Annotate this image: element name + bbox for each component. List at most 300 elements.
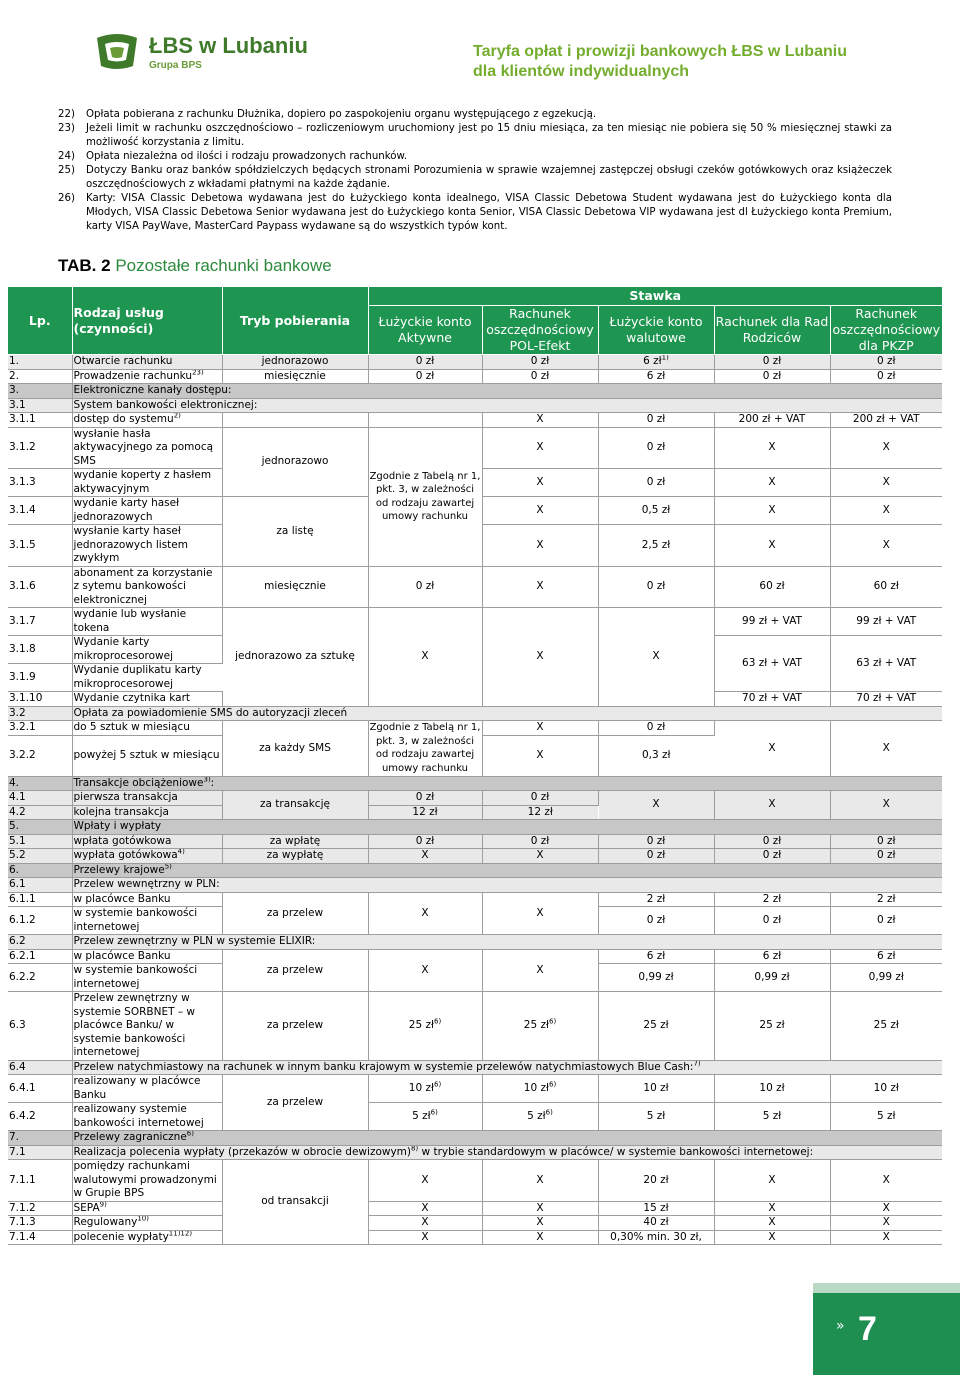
- header-service-type: Rodzaj usług (czynności): [72, 287, 222, 355]
- row-rate-value: 25 zł: [523, 1019, 549, 1031]
- row-lp: 6.1.2: [8, 907, 72, 935]
- row-rate: X: [368, 1160, 482, 1202]
- row-rate-reference: Zgodnie z Tabelą nr 1, pkt. 3, w zależności od rodzaju zawartej umowy rachunku: [368, 427, 482, 566]
- row-service-text: Regulowany: [73, 1216, 138, 1228]
- row-lp: 4.1: [8, 791, 72, 806]
- row-rate: 0,99 zł: [714, 964, 830, 992]
- row-rate: 0 zł: [830, 834, 942, 849]
- row-rate: X: [482, 721, 598, 736]
- row-charge-mode: za przelew: [222, 1075, 368, 1131]
- row-rate: X: [598, 791, 714, 820]
- footnote-ref: 11)12): [168, 1230, 193, 1237]
- row-rate: 0 zł: [368, 834, 482, 849]
- row-lp: 7.1.1: [8, 1160, 72, 1202]
- row-rate: 25 zł: [714, 992, 830, 1061]
- footnote-text: Karty: VISA Classic Debetowa wydawana jest do Łużyckiego konta idealnego, VISA Classic Debetowa Student wydawana jest do Łużyckiego konta dla Młodych, VISA Classic Debetowa Senior wydawana jest do Łużyckiego konta Senior, VISA Classic Debetowa VIP wydawana jest dl Łużyckiego konta Premium, karty VISA PayWave, MasterCard Paypass wydawane są do wszystkich typów kont.: [86, 193, 892, 232]
- row-lp: 4.: [8, 776, 72, 791]
- row-service-tail: :: [210, 776, 215, 789]
- row-lp: 5.1: [8, 834, 72, 849]
- row-rate: 0,99 zł: [598, 964, 714, 992]
- row-lp: 7.1.4: [8, 1230, 72, 1245]
- fee-table: [8, 287, 942, 1245]
- row-rate: [482, 1075, 598, 1103]
- row-lp: 7.: [8, 1131, 72, 1146]
- row-rate: X: [714, 469, 830, 497]
- row-lp: 3.1.9: [8, 664, 72, 692]
- header-lp: Lp.: [8, 287, 72, 355]
- row-rate: 6 zł: [830, 949, 942, 964]
- row-service: [72, 1230, 222, 1245]
- row-rate: 5 zł: [830, 1103, 942, 1131]
- row-rate: 2,5 zł: [598, 525, 714, 567]
- row-rate: X: [482, 427, 598, 469]
- row-service: pierwsza transakcja: [72, 791, 222, 806]
- row-rate: X: [714, 1230, 830, 1245]
- row-rate: X: [714, 525, 830, 567]
- row-rate: 0 zł: [598, 566, 714, 608]
- table-row: [8, 1216, 942, 1231]
- page-number: 7: [858, 1310, 877, 1348]
- row-rate: 0 zł: [598, 849, 714, 864]
- row-service: Wpłaty i wypłaty: [72, 820, 942, 835]
- row-rate: X: [482, 735, 598, 776]
- row-service: Wydanie duplikatu karty mikroprocesorowej: [72, 664, 222, 692]
- row-rate: 0 zł: [598, 413, 714, 428]
- table-row: [8, 369, 942, 384]
- header-account-aktywne: Łużyckie konto Aktywne: [368, 306, 482, 355]
- row-service: abonament za korzystanie z sytemu bankowości elektronicznej: [72, 566, 222, 608]
- footnote-text: Opłata niezależna od ilości i rodzaju prowadzonych rachunków.: [86, 151, 408, 162]
- row-charge-mode: za przelew: [222, 992, 368, 1061]
- row-service-text: Realizacja polecenia wypłaty (przekazów w obrocie dewizowym): [73, 1145, 412, 1158]
- row-rate: 10 zł: [714, 1075, 830, 1103]
- row-rate: 0 zł: [368, 791, 482, 806]
- row-rate: 0 zł: [830, 849, 942, 864]
- row-service: [72, 413, 222, 428]
- row-service: w systemie bankowości internetowej: [72, 964, 222, 992]
- footnote-ref: 7): [693, 1060, 701, 1067]
- row-service: wpłata gotówkowa: [72, 834, 222, 849]
- row-rate-value: 25 zł: [408, 1019, 434, 1031]
- row-lp: 3.1.4: [8, 497, 72, 525]
- row-rate: 0 zł: [368, 369, 482, 384]
- row-rate: 0 zł: [368, 355, 482, 370]
- footnote-ref: 9): [99, 1201, 107, 1208]
- row-rate: X: [830, 469, 942, 497]
- row-rate: 0 zł: [714, 369, 830, 384]
- row-lp: 5.: [8, 820, 72, 835]
- row-service: w placówce Banku: [72, 892, 222, 907]
- row-rate: X: [368, 892, 482, 935]
- header-account-pkzp: Rachunek oszczędnościowy dla PKZP: [830, 306, 942, 355]
- row-service-text: Prowadzenie rachunku: [73, 369, 193, 382]
- row-rate: 2 zł: [598, 892, 714, 907]
- row-rate: 0 zł: [598, 427, 714, 469]
- row-service: System bankowości elektronicznej:: [72, 398, 942, 413]
- row-lp: 7.1: [8, 1145, 72, 1160]
- row-service: realizowany w placówce Banku: [72, 1075, 222, 1103]
- row-rate: [368, 1075, 482, 1103]
- chevron-right-icon: »: [836, 1318, 845, 1334]
- row-rate: X: [830, 525, 942, 567]
- document-title: [473, 42, 847, 82]
- row-rate: 10 zł: [598, 1075, 714, 1103]
- row-charge-mode: miesięcznie: [222, 369, 368, 384]
- row-service: [72, 1201, 222, 1216]
- row-lp: 3.1: [8, 398, 72, 413]
- header-charge-mode: Tryb pobierania: [222, 287, 368, 355]
- row-rate: X: [714, 721, 830, 777]
- row-charge-mode: jednorazowo: [222, 427, 368, 497]
- row-service: w placówce Banku: [72, 949, 222, 964]
- row-lp: 6.2: [8, 935, 72, 950]
- row-rate: X: [368, 849, 482, 864]
- row-charge-mode: za wpłatę: [222, 834, 368, 849]
- row-rate: X: [714, 1216, 830, 1231]
- row-service-tail: w trybie standardowym w placówce/ w systemie bankowości internetowej:: [418, 1145, 814, 1158]
- row-rate: 99 zł + VAT: [714, 608, 830, 636]
- row-rate: 6 zł: [714, 949, 830, 964]
- row-rate: X: [368, 608, 482, 707]
- footnote-ref: 4): [177, 848, 185, 856]
- row-rate: X: [714, 1160, 830, 1202]
- row-rate: 0 zł: [482, 355, 598, 370]
- row-lp: 6.4: [8, 1060, 72, 1075]
- section-row: [8, 863, 942, 878]
- page-number-box: [813, 1293, 960, 1375]
- row-rate: 0 zł: [598, 469, 714, 497]
- row-rate: X: [482, 892, 598, 935]
- row-service-text: Przelew natychmiastowy na rachunek w innym banku krajowym w systemie przelewów natychmiastowych Blue Cash:: [73, 1060, 694, 1073]
- row-rate: 25 zł: [830, 992, 942, 1061]
- row-rate: 70 zł + VAT: [830, 692, 942, 707]
- footnote-ref: 8): [411, 1145, 419, 1152]
- row-rate: [482, 992, 598, 1061]
- row-service: kolejna transakcja: [72, 805, 222, 820]
- row-rate-reference: Zgodnie z Tabelą nr 1, pkt. 3, w zależności od rodzaju zawartej umowy rachunku: [368, 721, 482, 777]
- row-rate: [368, 1103, 482, 1131]
- footnote-ref: 2): [173, 412, 181, 420]
- footnote: [58, 192, 892, 234]
- row-service: pomiędzy rachunkami walutowymi prowadzonymi w Grupie BPS: [72, 1160, 222, 1202]
- row-rate: 200 zł + VAT: [714, 413, 830, 428]
- row-rate: X: [482, 608, 598, 707]
- row-lp: 3.1.1: [8, 413, 72, 428]
- row-rate: 25 zł: [598, 992, 714, 1061]
- row-charge-mode: od transakcji: [222, 1160, 368, 1245]
- footnote-number: 26): [58, 193, 75, 204]
- row-service: Elektroniczne kanały dostępu:: [72, 384, 942, 399]
- footer-decoration: [813, 1283, 960, 1293]
- row-service-text: Przelewy krajowe: [73, 863, 165, 876]
- row-service: Otwarcie rachunku: [72, 355, 222, 370]
- footnotes: [58, 108, 892, 234]
- subsection-row: [8, 706, 942, 721]
- row-service: Opłata za powiadomienie SMS do autoryzacji zleceń: [72, 706, 942, 721]
- row-rate: 12 zł: [368, 805, 482, 820]
- section-row: [8, 1131, 942, 1146]
- row-rate: 0 zł: [714, 355, 830, 370]
- row-lp: 6.2.1: [8, 949, 72, 964]
- table-row: [8, 427, 942, 469]
- subsection-row: [8, 1060, 942, 1075]
- row-lp: 3.2: [8, 706, 72, 721]
- row-rate: X: [714, 1201, 830, 1216]
- row-rate-value: 5 zł: [527, 1109, 546, 1122]
- row-lp: 7.1.2: [8, 1201, 72, 1216]
- row-rate: 60 zł: [714, 566, 830, 608]
- footnote-text: Jeżeli limit w rachunku oszczędnościowo – rozliczeniowym uruchomiony jest po 15 dniu miesiąca, za ten miesiąc nie pobiera się 50 % miesięcznej stawki za możliwość korzystania z limitu.: [86, 123, 892, 148]
- footnote-ref: 6): [186, 1130, 194, 1138]
- row-rate: X: [482, 469, 598, 497]
- row-service: Przelew zewnętrzny w PLN w systemie ELIXIR:: [72, 935, 942, 950]
- footnote: [58, 164, 892, 192]
- row-charge-mode: jednorazowo za sztukę: [222, 608, 368, 707]
- row-rate: 12 zł: [482, 805, 598, 820]
- row-lp: 3.1.7: [8, 608, 72, 636]
- row-rate: 0,30% min. 30 zł,: [598, 1230, 714, 1245]
- row-charge-mode: za przelew: [222, 892, 368, 935]
- footnote-number: 23): [58, 123, 75, 134]
- table-row: [8, 1201, 942, 1216]
- row-rate: X: [482, 525, 598, 567]
- row-service: do 5 sztuk w miesiącu: [72, 721, 222, 736]
- table-row: [8, 892, 942, 907]
- row-charge-mode: za transakcję: [222, 791, 368, 820]
- row-charge-mode: za listę: [222, 497, 368, 567]
- row-lp: 3.2.1: [8, 721, 72, 736]
- table-row: [8, 834, 942, 849]
- row-rate: 6 zł: [598, 369, 714, 384]
- row-rate: 10 zł: [830, 1075, 942, 1103]
- row-rate: X: [830, 497, 942, 525]
- row-rate: 0 zł: [482, 369, 598, 384]
- footnote: [58, 122, 892, 150]
- row-rate: X: [482, 949, 598, 992]
- row-rate: 5 zł: [714, 1103, 830, 1131]
- row-service: [72, 369, 222, 384]
- row-rate: 2 zł: [714, 892, 830, 907]
- header-account-walutowe: Łużyckie konto walutowe: [598, 306, 714, 355]
- row-rate: 20 zł: [598, 1160, 714, 1202]
- fee-table-wrapper: [8, 287, 942, 1245]
- row-rate: 63 zł + VAT: [830, 636, 942, 692]
- table-row: [8, 1230, 942, 1245]
- table-title: [58, 256, 332, 276]
- table-row: [8, 949, 942, 964]
- row-rate: X: [482, 1160, 598, 1202]
- row-lp: 3.1.2: [8, 427, 72, 469]
- row-rate: 70 zł + VAT: [714, 692, 830, 707]
- row-rate: 0 zł: [598, 721, 714, 736]
- row-service: [72, 1145, 942, 1160]
- row-rate: X: [368, 1216, 482, 1231]
- row-rate: X: [830, 1201, 942, 1216]
- row-rate: X: [714, 497, 830, 525]
- row-rate: 0,3 zł: [598, 735, 714, 776]
- row-rate: 0 zł: [598, 907, 714, 935]
- row-service: Przelew zewnętrzny w systemie SORBNET – w placówce Banku/ w systemie bankowości internetowej: [72, 992, 222, 1061]
- row-lp: 3.1.3: [8, 469, 72, 497]
- header-account-pol-efekt: Rachunek oszczędnościowy POL-Efekt: [482, 306, 598, 355]
- row-charge-mode: za każdy SMS: [222, 721, 368, 777]
- table-title-text: Pozostałe rachunki bankowe: [115, 256, 332, 275]
- row-lp: 3.1.8: [8, 636, 72, 664]
- row-lp: 7.1.3: [8, 1216, 72, 1231]
- row-service: [72, 1060, 942, 1075]
- row-rate: X: [368, 1201, 482, 1216]
- row-rate: 6 zł: [598, 949, 714, 964]
- row-lp: 3.2.2: [8, 735, 72, 776]
- row-lp: 3.1.6: [8, 566, 72, 608]
- footnote-text: Dotyczy Banku oraz banków spółdzielczych będących stronami Porozumienia w sprawie wzajemnej zastępczej obsługi czeków gotówkowych oraz książeczek oszczędnościowych z wkładami płatnymi na każde żądanie.: [86, 165, 892, 190]
- row-rate: 2 zł: [830, 892, 942, 907]
- row-charge-mode: [222, 413, 368, 428]
- row-lp: 6.1: [8, 878, 72, 893]
- row-service: powyżej 5 sztuk w miesiącu: [72, 735, 222, 776]
- footnote-ref: 6): [430, 1108, 438, 1117]
- row-rate: X: [482, 849, 598, 864]
- document-title-line2: dla klientów indywidualnych: [473, 63, 690, 80]
- row-lp: 6.1.1: [8, 892, 72, 907]
- row-lp: 6.3: [8, 992, 72, 1061]
- row-rate: X: [482, 1216, 598, 1231]
- subsection-row: [8, 878, 942, 893]
- row-rate: 0 zł: [714, 907, 830, 935]
- row-rate: 0 zł: [598, 834, 714, 849]
- row-rate: 0 zł: [830, 355, 942, 370]
- table-row: [8, 566, 942, 608]
- footnote-ref: 10): [137, 1215, 149, 1223]
- row-rate: 0,5 zł: [598, 497, 714, 525]
- row-service: Wydanie karty mikroprocesorowej: [72, 636, 222, 664]
- row-lp: 1.: [8, 355, 72, 370]
- footnote-ref: 6): [549, 1080, 557, 1089]
- row-rate-value: 5 zł: [412, 1109, 431, 1122]
- logo-name: ŁBS w Lubaniu: [149, 32, 308, 58]
- row-rate: [598, 355, 714, 370]
- row-rate: X: [482, 1230, 598, 1245]
- row-service: Przelew wewnętrzny w PLN:: [72, 878, 942, 893]
- row-rate: X: [598, 608, 714, 707]
- page-header: [0, 0, 960, 90]
- row-rate: 0,99 zł: [830, 964, 942, 992]
- row-rate: X: [830, 1216, 942, 1231]
- row-service: [72, 776, 942, 791]
- row-rate: X: [714, 791, 830, 820]
- row-rate: 0 zł: [482, 791, 598, 806]
- row-service: wydanie koperty z hasłem aktywacyjnym: [72, 469, 222, 497]
- table-row: [8, 791, 942, 806]
- footnote-ref: 5): [164, 863, 172, 870]
- row-rate: X: [830, 427, 942, 469]
- table-label: TAB. 2: [58, 256, 111, 275]
- footnote-ref: 6): [549, 1017, 557, 1026]
- row-rate: 40 zł: [598, 1216, 714, 1231]
- row-rate: 15 zł: [598, 1201, 714, 1216]
- subsection-row: [8, 398, 942, 413]
- row-service: [72, 1131, 942, 1146]
- row-service: wysłanie hasła aktywacyjnego za pomocą SMS: [72, 427, 222, 469]
- row-rate: [368, 992, 482, 1061]
- bank-logo-icon: [93, 32, 141, 72]
- row-rate: 0 zł: [368, 566, 482, 608]
- section-row: [8, 384, 942, 399]
- row-rate: 0 zł: [482, 834, 598, 849]
- row-rate: 60 zł: [830, 566, 942, 608]
- footnote-ref: 23): [192, 369, 204, 376]
- row-lp: 6.4.2: [8, 1103, 72, 1131]
- row-rate: X: [830, 721, 942, 777]
- header-rate: Stawka: [368, 287, 942, 306]
- footnote: [58, 108, 892, 122]
- row-rate: 0 zł: [830, 369, 942, 384]
- row-service-text: SEPA: [73, 1201, 100, 1214]
- table-row: [8, 1103, 942, 1131]
- table-row: [8, 992, 942, 1061]
- row-rate: X: [482, 497, 598, 525]
- row-rate: 0 zł: [714, 834, 830, 849]
- row-service-text: dostęp do systemu: [73, 413, 174, 425]
- row-rate-value: 10 zł: [523, 1081, 549, 1094]
- row-service: Wydanie czytnika kart: [72, 692, 222, 707]
- row-service: wydanie lub wysłanie tokena: [72, 608, 222, 636]
- row-rate: X: [830, 1230, 942, 1245]
- row-service: w systemie bankowości internetowej: [72, 907, 222, 935]
- logo-subtitle: Grupa BPS: [149, 59, 202, 71]
- row-rate: 0 zł: [830, 907, 942, 935]
- row-service: realizowany systemie bankowości internetowej: [72, 1103, 222, 1131]
- row-lp: 6.4.1: [8, 1075, 72, 1103]
- table-row: [8, 721, 942, 736]
- row-lp: 3.1.5: [8, 525, 72, 567]
- footnote-ref: 6): [545, 1108, 553, 1117]
- row-charge-mode: za przelew: [222, 949, 368, 992]
- header-account-rad-rodzicow: Rachunek dla Rad Rodziców: [714, 306, 830, 355]
- row-rate: X: [482, 566, 598, 608]
- table-row: [8, 1160, 942, 1202]
- footnote-number: 25): [58, 165, 75, 176]
- footnote-number: 22): [58, 109, 75, 120]
- row-rate: 5 zł: [598, 1103, 714, 1131]
- table-row: [8, 1075, 942, 1103]
- row-service: [72, 863, 942, 878]
- table-row: [8, 355, 942, 370]
- row-service-text: Transakcje obciążeniowe: [73, 776, 204, 789]
- row-rate-value: 10 zł: [408, 1081, 434, 1094]
- row-lp: 6.2.2: [8, 964, 72, 992]
- row-lp: 3.1.10: [8, 692, 72, 707]
- footnote-ref: 6): [434, 1017, 442, 1026]
- row-rate: X: [368, 949, 482, 992]
- row-rate: X: [714, 427, 830, 469]
- row-charge-mode: miesięcznie: [222, 566, 368, 608]
- bank-logo: [93, 32, 308, 72]
- row-service: wydanie karty haseł jednorazowych: [72, 497, 222, 525]
- row-rate: [482, 1103, 598, 1131]
- row-rate: X: [482, 1201, 598, 1216]
- row-rate: 99 zł + VAT: [830, 608, 942, 636]
- footnote-ref: 1): [661, 354, 669, 362]
- row-lp: 5.2: [8, 849, 72, 864]
- row-charge-mode: za wypłatę: [222, 849, 368, 864]
- row-service-text: wypłata gotówkowa: [73, 849, 178, 861]
- row-lp: 2.: [8, 369, 72, 384]
- section-row: [8, 776, 942, 791]
- row-rate: X: [830, 791, 942, 820]
- row-rate: X: [482, 413, 598, 428]
- row-rate: X: [830, 1160, 942, 1202]
